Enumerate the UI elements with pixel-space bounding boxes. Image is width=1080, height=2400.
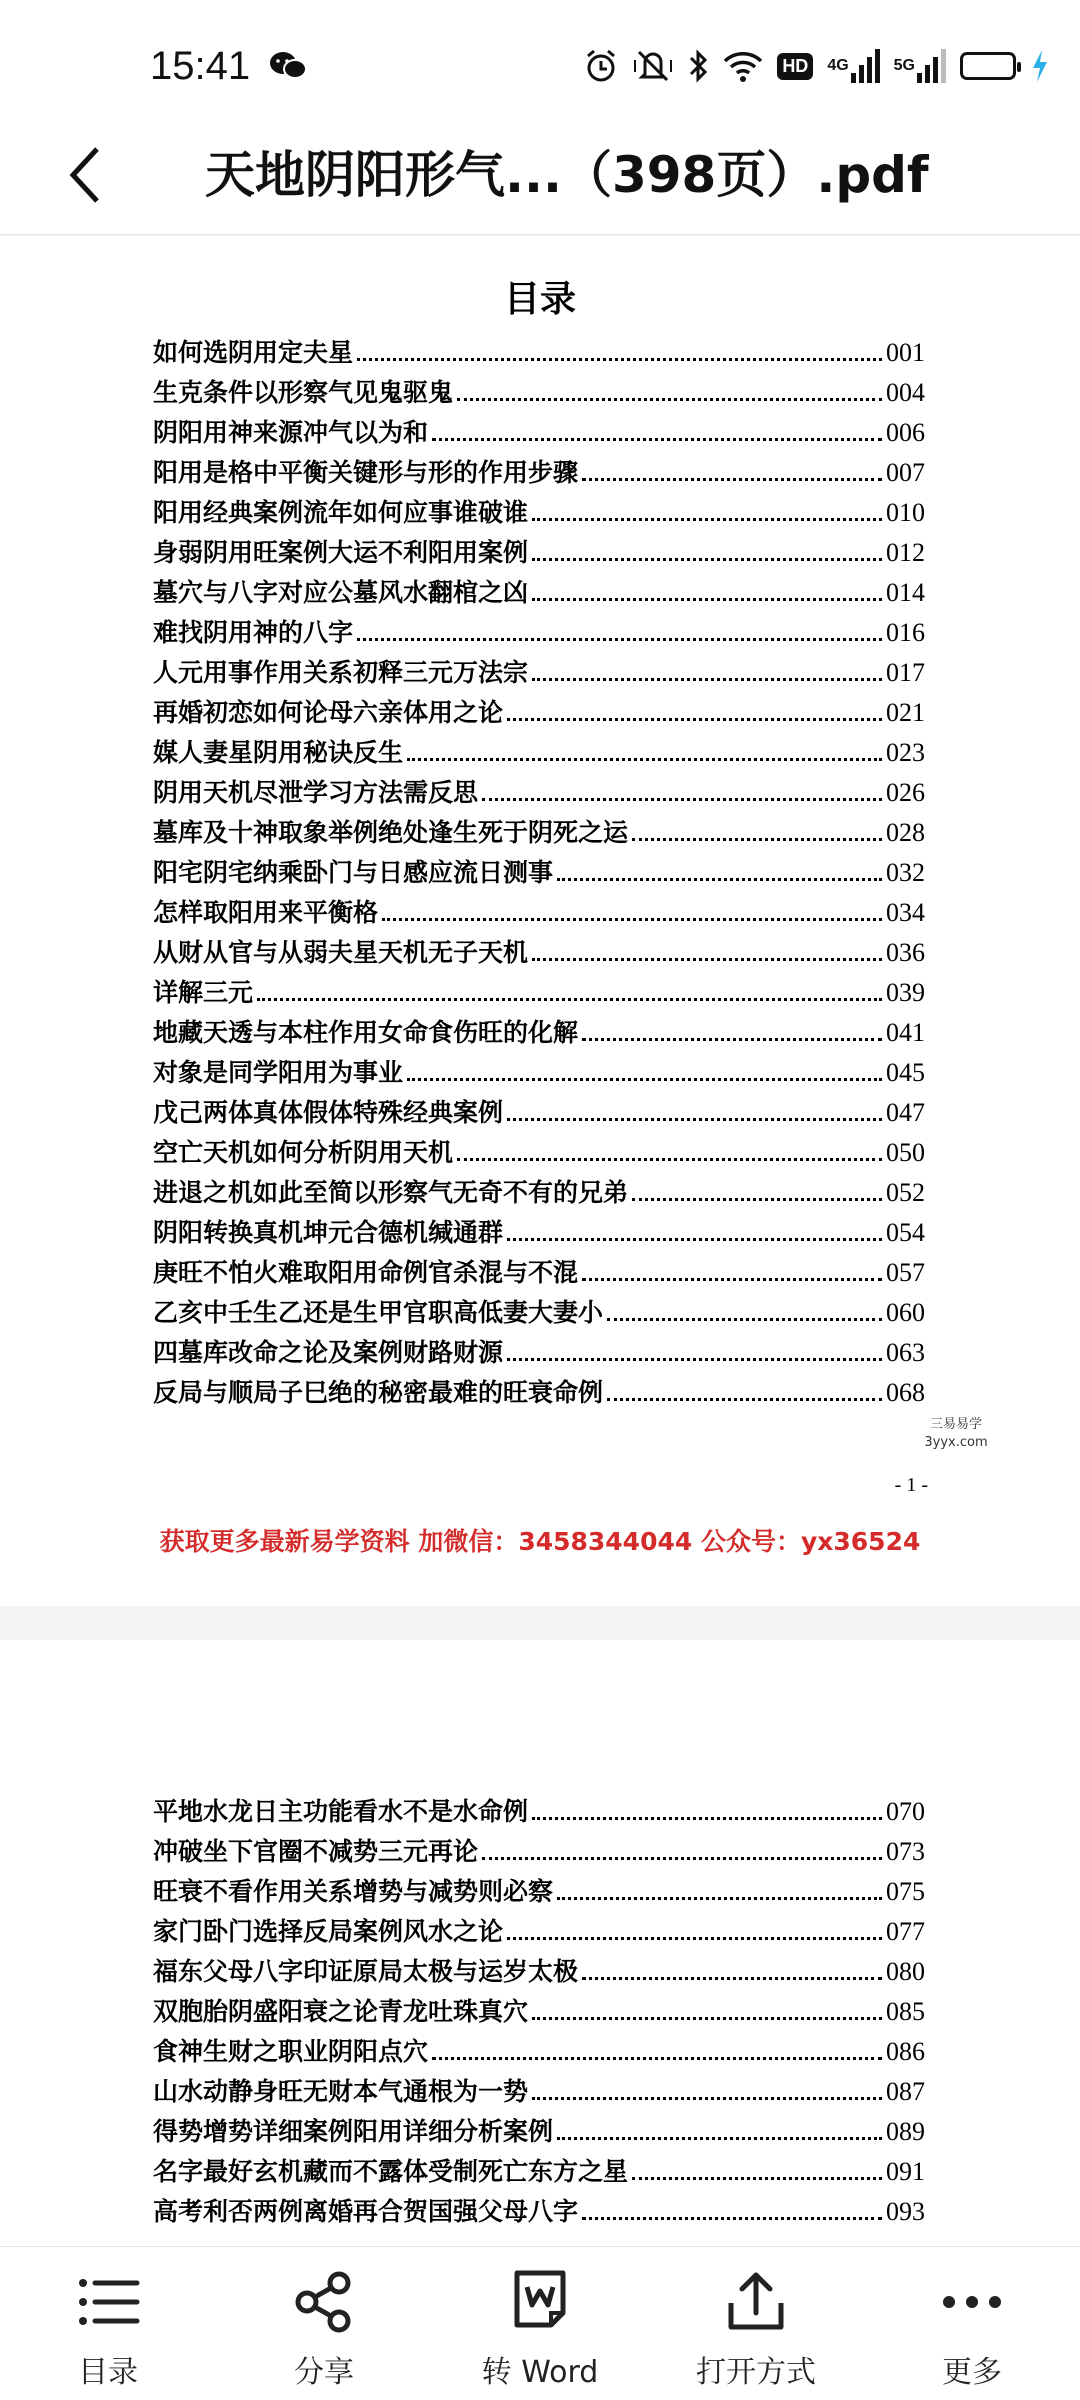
toc-leader-dots (532, 678, 882, 681)
toc-entry[interactable] (153, 693, 925, 733)
toc-leader-dots (632, 838, 882, 841)
toc-entry-title: 双胞胎阴盛阳衰之论青龙吐珠真穴 (153, 1997, 529, 2026)
pdf-page-2[interactable] (0, 1640, 1080, 2260)
toc-entry[interactable] (153, 493, 925, 533)
toc-entry-title: 福东父母八字印证原局太极与运岁太极 (153, 1957, 579, 1986)
toc-entry-page: 026 (886, 778, 925, 807)
toc-entry-title: 平地水龙日主功能看水不是水命例 (153, 1797, 529, 1826)
toc-leader-dots (582, 1977, 882, 1980)
toc-entry-title: 得势增势详细案例阳用详细分析案例 (153, 2117, 554, 2146)
toc-entry[interactable] (153, 2032, 925, 2072)
toc-leader-dots (582, 478, 882, 481)
toc-entry[interactable] (153, 933, 925, 973)
toc-entry-page: 034 (886, 898, 925, 927)
toc-entry-title: 生克条件以形察气见鬼驱鬼 (153, 378, 454, 407)
toc-entry-title: 地藏天透与本柱作用女命食伤旺的化解 (153, 1018, 579, 1047)
toc-entry[interactable] (153, 1333, 925, 1373)
toc-entry-page: 086 (886, 2037, 925, 2066)
convert-word-button[interactable] (432, 2247, 648, 2400)
toc-entry[interactable] (153, 1013, 925, 1053)
signal-4g-icon: 4G (827, 46, 879, 86)
toc-entry[interactable] (153, 2072, 925, 2112)
toc-leader-dots (532, 558, 882, 561)
toc-entry-page: 014 (886, 578, 925, 607)
toc-entry-title: 墓穴与八字对应公墓风水翻棺之凶 (153, 578, 529, 607)
toc-list (153, 333, 925, 1413)
toc-entry-page: 021 (886, 698, 925, 727)
status-time: 15:41 (150, 44, 251, 88)
toc-leader-dots (607, 1318, 882, 1321)
toc-leader-dots (432, 438, 882, 441)
toc-leader-dots (557, 2137, 882, 2140)
toc-leader-dots (507, 1238, 882, 1241)
toc-leader-dots (257, 998, 882, 1001)
toc-entry[interactable] (153, 973, 925, 1013)
toc-entry[interactable] (153, 773, 925, 813)
hd-icon: HD (777, 46, 813, 86)
toc-entry-title: 乙亥中壬生乙还是生甲官职高低妻大妻小 (153, 1298, 604, 1327)
toc-entry[interactable] (153, 1253, 925, 1293)
toc-entry[interactable] (153, 573, 925, 613)
toc-title: 目录 (503, 278, 576, 320)
word-convert-icon (507, 2269, 573, 2335)
toc-button-label: 目录 (78, 2355, 138, 2390)
toc-entry-title: 高考利否两例离婚再合贺国强父母八字 (153, 2197, 579, 2226)
wechat-icon (268, 50, 308, 82)
toc-leader-dots (607, 1398, 882, 1401)
toc-leader-dots (532, 518, 882, 521)
toc-entry[interactable] (153, 1912, 925, 1952)
toc-entry-title: 四墓库改命之论及案例财路财源 (153, 1338, 504, 1367)
toc-leader-dots (457, 1158, 882, 1161)
toc-entry-title: 阳用经典案例流年如何应事谁破谁 (153, 498, 529, 527)
toc-entry-title: 再婚初恋如何论母六亲体用之论 (153, 698, 504, 727)
more-button-label: 更多 (942, 2355, 1002, 2390)
toc-leader-dots (532, 598, 882, 601)
toc-entry-page: 017 (886, 658, 925, 687)
toc-entry-page: 036 (886, 938, 925, 967)
pdf-page-1[interactable] (0, 236, 1080, 1606)
toc-entry-page: 041 (886, 1018, 925, 1047)
toc-entry[interactable] (153, 2192, 925, 2232)
toc-entry[interactable] (153, 2152, 925, 2192)
toc-leader-dots (432, 2057, 882, 2060)
toc-entry[interactable] (153, 1213, 925, 1253)
toc-leader-dots (557, 878, 882, 881)
toc-entry-page: 070 (886, 1797, 925, 1826)
toc-entry[interactable] (153, 1832, 925, 1872)
watermark-url: 3yyx.com (924, 1435, 988, 1450)
share-icon (291, 2269, 357, 2335)
toc-entry-title: 旺衰不看作用关系增势与减势则必察 (153, 1877, 554, 1906)
toc-entry-title: 戊己两体真体假体特殊经典案例 (153, 1098, 504, 1127)
share-button[interactable] (216, 2247, 432, 2400)
toc-entry-page: 077 (886, 1917, 925, 1946)
toc-leader-dots (582, 2217, 882, 2220)
toc-entry-title: 名字最好玄机藏而不露体受制死亡东方之星 (153, 2157, 629, 2186)
toc-entry-page: 063 (886, 1338, 925, 1367)
watermark (916, 1416, 996, 1452)
toc-entry[interactable] (153, 1952, 925, 1992)
toc-entry-page: 073 (886, 1837, 925, 1866)
toc-entry[interactable] (153, 1792, 925, 1832)
back-button[interactable] (50, 140, 120, 210)
toc-entry-title: 阴用天机尽泄学习方法需反思 (153, 778, 479, 807)
toc-leader-dots (507, 718, 882, 721)
toc-entry[interactable] (153, 613, 925, 653)
toc-entry-page: 089 (886, 2117, 925, 2146)
toc-entry[interactable] (153, 413, 925, 453)
toc-entry-title: 家门卧门选择反局案例风水之论 (153, 1917, 504, 1946)
alarm-icon (583, 46, 619, 86)
toc-entry-page: 032 (886, 858, 925, 887)
toc-entry-title: 详解三元 (153, 978, 254, 1007)
toc-entry[interactable] (153, 2112, 925, 2152)
toc-entry-page: 068 (886, 1378, 925, 1407)
toc-entry-page: 054 (886, 1218, 925, 1247)
toc-entry-page: 010 (886, 498, 925, 527)
toc-list (153, 1792, 925, 2232)
toc-entry[interactable] (153, 1373, 925, 1413)
charging-icon (1030, 46, 1050, 86)
toc-entry-page: 085 (886, 1997, 925, 2026)
toc-entry-page: 060 (886, 1298, 925, 1327)
back-arrow-icon (65, 145, 105, 205)
toc-leader-dots (507, 1937, 882, 1940)
toc-entry-page: 050 (886, 1138, 925, 1167)
toc-leader-dots (532, 2097, 882, 2100)
page-number: - 1 - (894, 1474, 928, 1496)
toc-entry[interactable] (153, 853, 925, 893)
convert-word-label: 转 Word (481, 2355, 599, 2390)
bluetooth-icon (687, 46, 709, 86)
toc-entry[interactable] (153, 733, 925, 773)
document-title: 天地阴阳形气...（398页）.pdf (205, 146, 929, 204)
toc-entry[interactable] (153, 333, 925, 373)
toc-entry-page: 087 (886, 2077, 925, 2106)
toc-leader-dots (357, 358, 882, 361)
toc-entry[interactable] (153, 1093, 925, 1133)
toc-entry-title: 从财从官与从弱夫星天机无子天机 (153, 938, 529, 967)
toc-entry[interactable] (153, 653, 925, 693)
toc-entry[interactable] (153, 1992, 925, 2032)
toc-leader-dots (507, 1118, 882, 1121)
promo-text: 获取更多最新易学资料 加微信：3458344044 公众号：yx36524 (159, 1527, 921, 1556)
open-with-button[interactable] (648, 2247, 864, 2400)
toc-entry-title: 对象是同学阳用为事业 (153, 1058, 404, 1087)
toc-entry-page: 052 (886, 1178, 925, 1207)
toc-entry-title: 阴阳转换真机坤元合德机缄通群 (153, 1218, 504, 1247)
toc-entry-page: 045 (886, 1058, 925, 1087)
toc-entry-title: 墓库及十神取象举例绝处逢生死于阴死之运 (153, 818, 629, 847)
toc-button[interactable] (0, 2247, 216, 2400)
toc-entry-page: 093 (886, 2197, 925, 2226)
toc-entry-title: 阴阳用神来源冲气以为和 (153, 418, 429, 447)
toc-entry-title: 媒人妻星阴用秘诀反生 (153, 738, 404, 767)
toc-entry-title: 冲破坐下官圈不减势三元再论 (153, 1837, 479, 1866)
toc-entry-title: 空亡天机如何分析阴用天机 (153, 1138, 454, 1167)
toc-entry-title: 阳宅阴宅纳乘卧门与日感应流日测事 (153, 858, 554, 887)
bottom-toolbar (0, 2246, 1080, 2400)
status-bar (0, 0, 1080, 120)
toc-entry[interactable] (153, 373, 925, 413)
toc-entry[interactable] (153, 893, 925, 933)
toc-leader-dots (582, 1038, 882, 1041)
toc-entry[interactable] (153, 453, 925, 493)
toc-leader-dots (407, 758, 882, 761)
toc-entry-title: 食神生财之职业阴阳点穴 (153, 2037, 429, 2066)
toc-entry-title: 阳用是格中平衡关键形与形的作用步骤 (153, 458, 579, 487)
share-button-label: 分享 (294, 2355, 354, 2390)
toc-entry[interactable] (153, 1872, 925, 1912)
mute-vibrate-icon (633, 46, 673, 86)
toc-entry-title: 身弱阴用旺案例大运不利阳用案例 (153, 538, 529, 567)
toc-entry-page: 004 (886, 378, 925, 407)
toc-entry-page: 006 (886, 418, 925, 447)
toc-entry-page: 012 (886, 538, 925, 567)
wifi-icon (723, 46, 763, 86)
toc-entry-title: 庚旺不怕火难取阳用命例官杀混与不混 (153, 1258, 579, 1287)
more-button[interactable] (864, 2247, 1080, 2400)
toc-leader-dots (482, 1857, 882, 1860)
more-icon (939, 2269, 1005, 2335)
toc-entry[interactable] (153, 1293, 925, 1333)
toc-entry-page: 080 (886, 1957, 925, 1986)
toc-leader-dots (532, 1817, 882, 1820)
toc-entry-page: 075 (886, 1877, 925, 1906)
toc-entry[interactable] (153, 813, 925, 853)
status-icons (583, 44, 1050, 88)
toc-entry-title: 人元用事作用关系初释三元万法宗 (153, 658, 529, 687)
toc-leader-dots (632, 2177, 882, 2180)
title-bar (0, 120, 1080, 235)
toc-entry[interactable] (153, 1173, 925, 1213)
toc-leader-dots (357, 638, 882, 641)
toc-entry-title: 山水动静身旺无财本气通根为一势 (153, 2077, 529, 2106)
toc-entry-page: 039 (886, 978, 925, 1007)
toc-entry-title: 如何选阴用定夫星 (153, 338, 354, 367)
toc-entry-page: 047 (886, 1098, 925, 1127)
toc-leader-dots (632, 1198, 882, 1201)
battery-icon (960, 46, 1016, 86)
open-with-icon (723, 2269, 789, 2335)
list-icon (75, 2269, 141, 2335)
toc-entry-title: 进退之机如此至简以形察气无奇不有的兄弟 (153, 1178, 629, 1207)
toc-leader-dots (557, 1897, 882, 1900)
toc-leader-dots (407, 1078, 882, 1081)
open-with-label: 打开方式 (696, 2355, 816, 2390)
toc-leader-dots (507, 1358, 882, 1361)
toc-leader-dots (582, 1278, 882, 1281)
toc-entry-title: 怎样取阳用来平衡格 (153, 898, 379, 927)
toc-entry-page: 057 (886, 1258, 925, 1287)
toc-entry-page: 023 (886, 738, 925, 767)
toc-entry-title: 反局与顺局子巳绝的秘密最难的旺衰命例 (153, 1378, 604, 1407)
toc-entry-page: 028 (886, 818, 925, 847)
toc-leader-dots (382, 918, 882, 921)
toc-entry[interactable] (153, 533, 925, 573)
toc-entry-title: 难找阴用神的八字 (153, 618, 354, 647)
toc-leader-dots (532, 2017, 882, 2020)
toc-entry-page: 001 (886, 338, 925, 367)
toc-leader-dots (532, 958, 882, 961)
toc-leader-dots (482, 798, 882, 801)
toc-entry[interactable] (153, 1053, 925, 1093)
watermark-name: 三易易学 (929, 1417, 982, 1432)
signal-5g-icon: 5G (894, 46, 946, 86)
toc-entry-page: 016 (886, 618, 925, 647)
toc-leader-dots (457, 398, 882, 401)
toc-entry[interactable] (153, 1133, 925, 1173)
toc-entry-page: 091 (886, 2157, 925, 2186)
toc-entry-page: 007 (886, 458, 925, 487)
